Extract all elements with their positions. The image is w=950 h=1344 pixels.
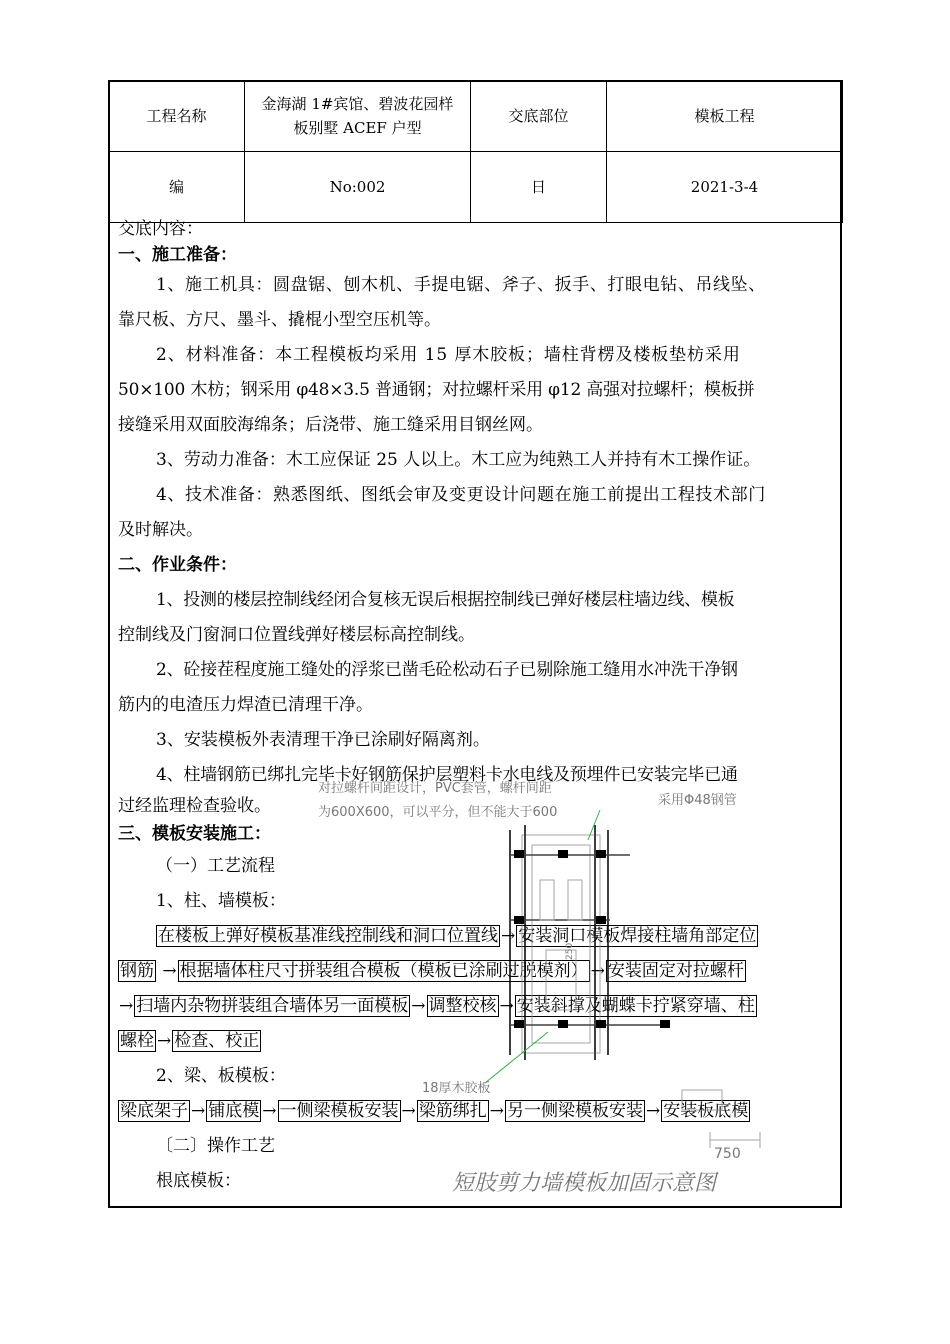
flow-arrow: → (489, 1101, 504, 1121)
s1-p2b: 50×100 木枋；钢采用 φ48×3.5 普通钢；对拉螺杆采用 φ12 高强对拉螺杆；模板拼 (118, 380, 755, 400)
note-spacing: 为600X600，可以平分，但不能大于600 (318, 805, 558, 820)
flow-step: 梁底架子 (120, 1101, 188, 1121)
s2-p2a: 2、砼接茬程度施工缝处的浮浆已凿毛砼松动石子已剔除施工缝用水冲洗干净钢 (156, 660, 738, 680)
section-2-title: 二、作业条件： (118, 555, 237, 575)
flow-step: 螺栓 (120, 1031, 154, 1051)
s2-p1a: 1、投测的楼层控制线经闭合复核无误后根据控制线已弹好楼层柱墙边线、模板 (156, 590, 735, 610)
section-1-title: 一、施工准备： (118, 245, 237, 265)
project-name-value (245, 81, 471, 152)
flow-arrow: → (646, 1101, 661, 1121)
flow-step: 另一侧梁模板安装 (507, 1101, 643, 1121)
number-value: No:002 (245, 152, 471, 223)
note-plywood: 18厚木胶板 (422, 1081, 491, 1096)
s3-column-wall: 1、柱、墙模板： (156, 891, 286, 911)
s3-base-formwork: 根底模板： (156, 1171, 241, 1191)
note-250: 250 (565, 942, 575, 960)
s1-p3: 3、劳动力准备：木工应保证 25 人以上。木工应为纯熟工人并持有木工操作证。 (156, 450, 761, 470)
location-label: 交底部位 (471, 81, 607, 152)
location-value: 模板工程 (607, 81, 843, 152)
flow-arrow: → (411, 996, 426, 1016)
s3-process-title: （一）工艺流程 (156, 856, 275, 876)
note-750: 750 (714, 1146, 741, 1162)
s1-p2c: 接缝采用双面胶海绵条；后浇带、施工缝采用目钢丝网。 (118, 415, 543, 435)
section-3-title: 三、模板安装施工： (118, 824, 271, 844)
flow-step: 安装斜撑及蝴蝶卡拧紧穿墙、柱 (516, 996, 755, 1016)
project-name-label: 工程名称 (109, 81, 245, 152)
flow-row-4 (118, 1024, 834, 1059)
content-body (118, 216, 834, 1199)
s1-p2a: 2、材料准备：本工程模板均采用 15 厚木胶板；墙柱背楞及楼板垫枋采用 (156, 345, 741, 365)
s2-p1b: 控制线及门窗洞口位置线弹好楼层标高控制线。 (118, 625, 475, 645)
s3-beam-slab: 2、梁、板模板： (156, 1066, 286, 1086)
flow-step: 梁筋绑扎 (418, 1101, 487, 1121)
flow-step: 钢筋 (120, 961, 154, 981)
flow-step: 一侧梁模板安装 (279, 1101, 399, 1121)
flow-step: 铺底模 (208, 1101, 260, 1121)
project-name-line2: 板别墅 ACEF 户型 (293, 119, 422, 137)
flow-step: 调整校核 (428, 996, 497, 1016)
flow-step: 扫墙内杂物拼装组合墙体另一面模板 (136, 996, 409, 1016)
flow-arrow: → (499, 996, 514, 1016)
flow-row-1 (118, 919, 834, 954)
flow-arrow: → (262, 1101, 277, 1121)
flow-arrow: → (501, 926, 516, 946)
s2-p2b: 筋内的电渣压力焊渣已清理干净。 (118, 695, 373, 715)
note-steel-pipe: 采用Φ48钢管 (658, 793, 737, 808)
number-label: 编 (109, 152, 245, 223)
flow-arrow: → (162, 961, 177, 981)
date-label: 日 (471, 152, 607, 223)
date-value: 2021-3-4 (607, 152, 843, 223)
flow-row-2 (118, 954, 834, 989)
header-table (108, 80, 843, 223)
note-tie-rod: 对拉螺杆间距设计，PVC套管，螺杆间距 (318, 781, 552, 796)
flow-row-5 (118, 1094, 834, 1129)
s1-p4a: 4、技术准备：熟悉图纸、图纸会审及变更设计问题在施工前提出工程技术部门 (156, 485, 766, 505)
s3-operation-title: 〔二〕操作工艺 (156, 1136, 275, 1156)
flow-arrow: → (401, 1101, 416, 1121)
flow-arrow: → (590, 961, 605, 981)
flow-arrow: → (191, 1101, 206, 1121)
s1-p4b: 及时解决。 (118, 520, 203, 540)
flow-arrow: → (119, 996, 134, 1016)
flow-step: 安装板底模 (663, 1101, 749, 1121)
project-name-line1: 金海湖 1#宾馆、碧波花园样 (261, 95, 454, 113)
diagram-caption: 短肢剪力墙模板加固示意图 (452, 1171, 717, 1196)
flow-step: 检查、校正 (174, 1031, 260, 1051)
flow-arrow: → (157, 1031, 172, 1051)
s1-p1a: 1、施工机具：圆盘锯、刨木机、手提电锯、斧子、扳手、打眼电钻、吊线坠、 (156, 275, 766, 295)
s1-p1b: 靠尺板、方尺、墨斗、撬棍小型空压机等。 (118, 310, 441, 330)
s2-p3: 3、安装模板外表清理干净已涂刷好隔离剂。 (156, 730, 490, 750)
s2-p4b: 过经监理检查验收。 (118, 796, 271, 816)
flow-step: 安装洞口模板焊接柱墙角部定位 (518, 926, 757, 946)
flow-step: 根据墙体柱尺寸拼装组合模板（模板已涂刷过脱模剂） (179, 961, 588, 981)
flow-step: 安装固定对拉螺杆 (607, 961, 744, 981)
flow-step: 在楼板上弹好模板基准线控制线和洞口位置线 (158, 926, 498, 946)
intro: 交底内容： (118, 219, 203, 239)
s2-p4a: 4、柱墙钢筋已绑扎完毕卡好钢筋保护层塑料卡水电线及预埋件已安装完毕已通 (156, 765, 738, 785)
flow-row-3 (118, 989, 834, 1024)
